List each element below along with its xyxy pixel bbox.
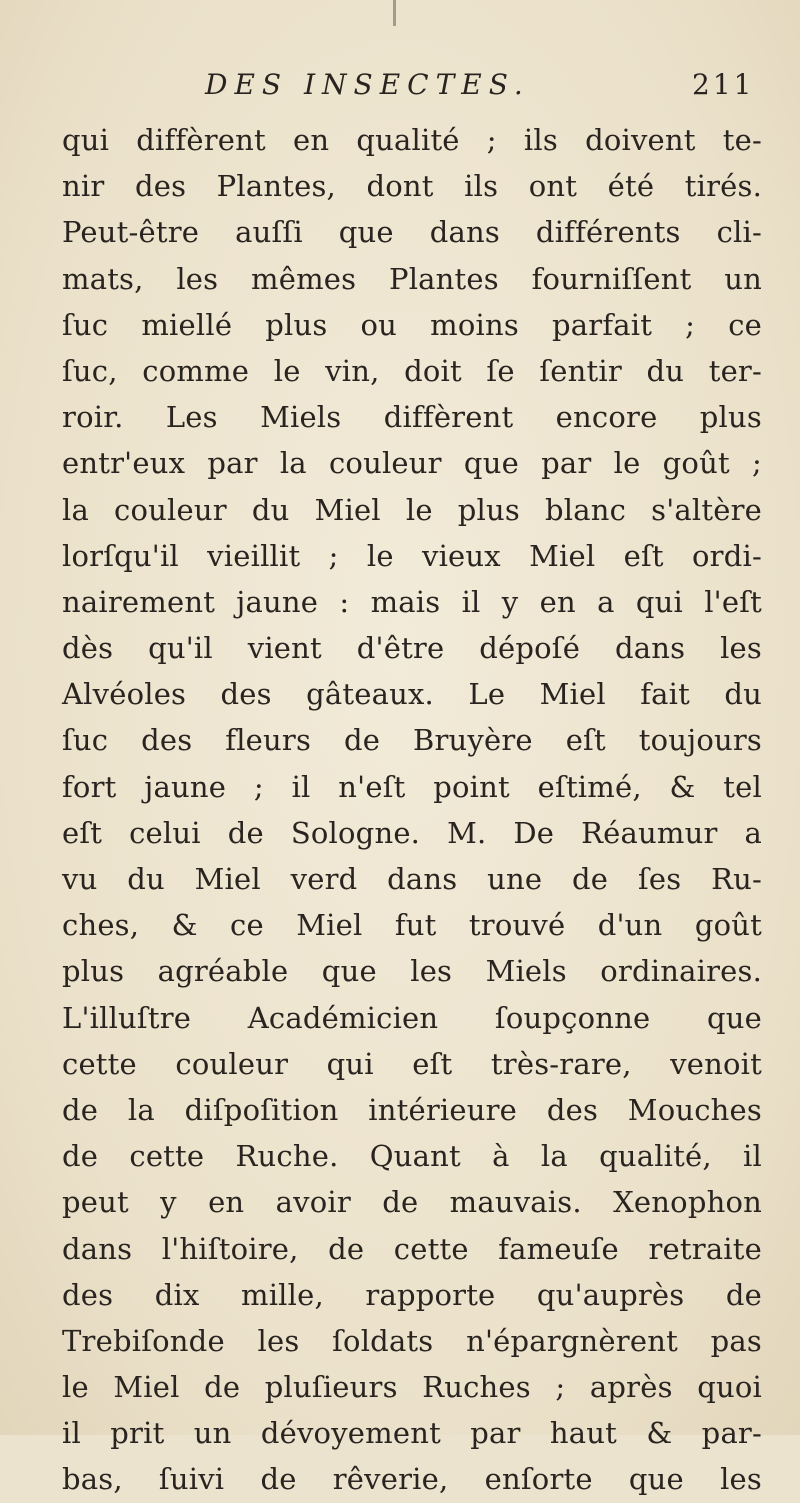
text-line: peut y en avoir de mauvais. Xenophon — [62, 1185, 762, 1220]
page-number: 211 — [692, 68, 755, 101]
text-line: ches, & ce Miel fut trouvé d'un goût — [62, 908, 762, 943]
text-line: de cette Ruche. Quant à la qualité, il — [62, 1139, 762, 1174]
text-line: cette couleur qui eſt très-rare, venoit — [62, 1046, 762, 1081]
text-line: ſuc miellé plus ou moins parfait ; ce — [62, 307, 762, 342]
text-line: ſuc, comme le vin, doit ſe ſentir du ter- — [62, 353, 762, 388]
text-line: nairement jaune : mais il y en a qui l'eſt — [62, 584, 762, 619]
text-line: nir des Plantes, dont ils ont été tirés. — [62, 169, 762, 204]
text-line: de la diſpoſition intérieure des Mouches — [62, 1092, 762, 1127]
running-head: DES INSECTES. — [205, 68, 530, 101]
text-line: bas, ſuivi de rêverie, enſorte que les — [62, 1462, 762, 1497]
text-line: roir. Les Miels diffèrent encore plus — [62, 400, 762, 435]
text-line: plus agréable que les Miels ordinaires. — [62, 954, 762, 989]
text-line: fort jaune ; il n'eſt point eſtimé, & tel — [62, 769, 762, 804]
text-line: il prit un dévoyement par haut & par- — [62, 1416, 762, 1451]
text-line: L'illuſtre Académicien ſoupçonne que — [62, 1000, 762, 1035]
text-line: entr'eux par la couleur que par le goût ; — [62, 446, 762, 481]
text-line: le Miel de pluſieurs Ruches ; après quoi — [62, 1370, 762, 1405]
text-line: mats, les mêmes Plantes fourniſſent un — [62, 261, 762, 296]
text-line: eſt celui de Sologne. M. De Réaumur a — [62, 815, 762, 850]
body-text — [62, 117, 762, 1503]
text-line: Peut-être auſſi que dans différents cli- — [62, 215, 762, 250]
text-line: des dix mille, rapporte qu'auprès de — [62, 1277, 762, 1312]
text-line: vu du Miel verd dans une de ſes Ru- — [62, 862, 762, 896]
text-line: la couleur du Miel le plus blanc s'altère — [62, 492, 762, 527]
text-line: qui diffèrent en qualité ; ils doivent te- — [62, 123, 762, 157]
text-line: ſuc des fleurs de Bruyère eſt toujours — [62, 723, 762, 758]
text-line: Trebiſonde les ſoldats n'épargnèrent pas — [62, 1323, 762, 1358]
text-line: lorſqu'il vieillit ; le vieux Miel eſt ordi- — [62, 538, 762, 573]
binding-mark — [393, 0, 396, 26]
text-line: dès qu'il vient d'être dépoſé dans les — [62, 631, 762, 666]
text-line: Alvéoles des gâteaux. Le Miel fait du — [62, 677, 762, 712]
text-line: dans l'hiſtoire, de cette fameuſe retraite — [62, 1231, 762, 1266]
